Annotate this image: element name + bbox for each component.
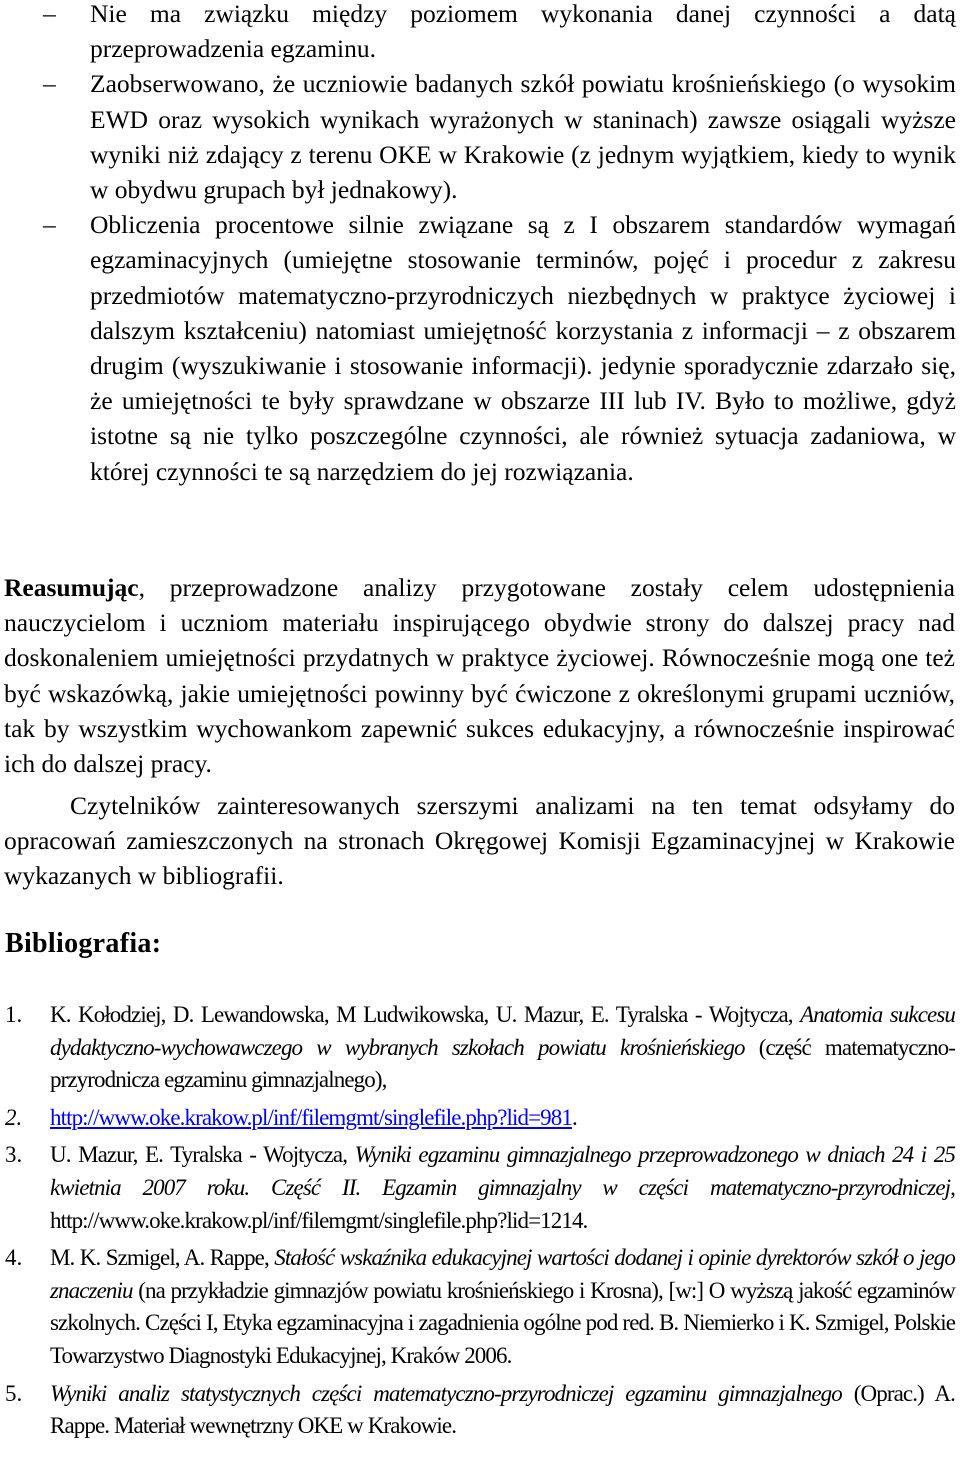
bibliography-list [0,999,955,1448]
item-title: Wyniki analiz statystycznych części matematyczno-przyrodniczej egzaminu gimnazjalnego [50,1380,842,1406]
item-authors: M. K. Szmigel, A. Rappe, [50,1245,275,1271]
item-number: 5. [5,1380,23,1406]
dash-bullet: – [43,0,56,28]
list-item [0,0,956,66]
item-authors: U. Mazur, E. Tyralska - Wojtycza, [50,1142,355,1168]
dash-bullet: – [43,69,56,99]
item-number: 2. [5,1104,23,1130]
summary-lead-word: Reasumując [4,573,139,602]
item-details: (na przykładzie gimnazjów powiatu krośnieńskiego i Krosna), [w:] O wyższą jakość egzaminów szkolnych. Części I, Etyka egzaminacyjna i zagadnienia ogólne pod red. B. Niemierko i K. Szmigel, Polskie Towarzystwo Diagnostyki Edukacyjnej, Kraków 2006. [50,1277,955,1368]
bibliography-link[interactable]: http://www.oke.krakow.pl/inf/filemgmt/singlefile.php?lid=981 [50,1104,572,1130]
item-details: , http://www.oke.krakow.pl/inf/filemgmt/singlefile.php?lid=1214. [50,1174,955,1233]
list-item-text: Nie ma związku między poziomem wykonania danej czynności a datą przeprowadzenia egzaminu. [90,0,956,64]
bibliography-item [0,1139,955,1237]
item-number: 3. [5,1142,23,1168]
readers-note-paragraph: Czytelników zainteresowanych szerszymi analizami na ten temat odsyłamy do opracowań zamieszczonych na stronach Okręgowej Komisji Egzaminacyjnej w Krakowie wykazanych w bibliografii. [4,791,955,891]
item-number: 4. [5,1245,23,1271]
bibliography-heading: Bibliografia: [5,928,162,959]
bibliography-item [0,1378,955,1443]
summary-text: , przeprowadzone analizy przygotowane zostały celem udostępnienia nauczycielom i uczniom materiału inspirującego obydwie strony do dalszej pracy nad doskonaleniem umiejętności przydatnych w praktyce życiowej. Równocześnie mogą one też być wskazówką, jakie umiejętności powinny być ćwiczone z określonymi grupami uczniów, tak by wszystkim wychowankom zapewnić sukces edukacyjny, a równocześnie inspirować ich do dalszej pracy. [4,573,955,779]
item-title: Anatomia sukcesu dydaktyczno-wychowawczego w wybranych szkołach powiatu krośnieńskiego [50,1002,955,1060]
conclusions-list [0,0,956,489]
item-details: (część matematyczno-przyrodnicza egzaminu gimnazjalnego), [50,1034,955,1093]
item-title: Stałość wskaźnika edukacyjnej wartości dodanej i opinie dyrektorów szkół o jego znaczeniu [50,1245,955,1303]
item-details: (Oprac.) A. Rappe. Materiał wewnętrzny OKE w Krakowie. [50,1380,955,1439]
list-item [0,66,956,207]
item-number: 1. [5,1002,23,1027]
summary-paragraph [4,570,955,781]
dash-bullet: – [43,210,56,240]
item-authors: K. Kołodziej, D. Lewandowska, M Ludwikowska, U. Mazur, E. Tyralska - Wojtycza, [50,1002,801,1027]
list-item [0,207,956,489]
bibliography-item [0,1242,955,1372]
item-title: Wyniki egzaminu gimnazjalnego przeprowadzonego w dniach 24 i 25 kwietnia 2007 roku. Część II. Egzamin gimnazjalny w części matematyczno-przyrodniczej [50,1142,955,1200]
list-item-text: Obliczenia procentowe silnie związane są z I obszarem standardów wymagań egzaminacyjnych (umiejętne stosowanie terminów, pojęć i procedur z zakresu przedmiotów matematyczno-przyrodniczych niezbędnych w praktyce życiowej i dalszym kształceniu) natomiast umiejętność korzystania z informacji – z obszarem drugim (wyszukiwanie i stosowanie informacji). jedynie sporadycznie zdarzało się, że umiejętności te były sprawdzane w obszarze III lub IV. Było to możliwe, gdyż istotne są nie tylko poszczególne czynności, ale również sytuacja zadaniowa, w której czynności te są narzędziem do jej rozwiązania. [90,210,956,486]
bibliography-item [0,999,955,1097]
bibliography-item [0,1102,955,1135]
list-item-text: Zaobserwowano, że uczniowie badanych szkół powiatu krośnieńskiego (o wysokim EWD oraz wysokich wynikach wyrażonych w staninach) zawsze osiągali wyższe wyniki niż zdający z terenu OKE w Krakowie (z jednym wyjątkiem, kiedy to wynik w obydwu grupach był jednakowy). [90,69,956,205]
item-details: . [571,1104,577,1130]
